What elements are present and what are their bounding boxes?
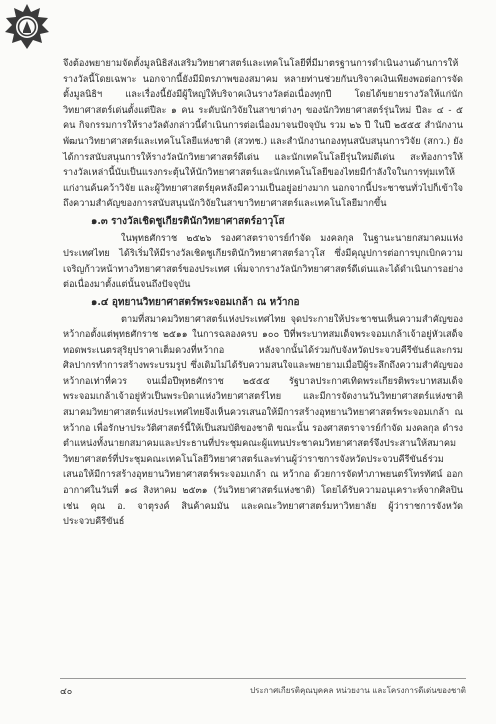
running-footer-title: ประกาศเกียรติคุณบุคคล หน่วยงาน และโครงการดีเด่นของชาติ: [250, 686, 466, 695]
paragraph-intro-continued: จึงต้องพยายามจัดตั้งมูลนิธิส่งเสริมวิทยาศาสตร์และเทคโนโลยีที่มีมาตรฐานการดำเนินงานด้านการให้รางวัลนี้โดยเฉพาะ นอกจากนี้ยังมีมิตรภาพของสมาคม หลายท่านช่วยกันบริจาคเงินเพียงพอต่อการจัดตั้งมูลนิธิฯ และเรื่องนี้ยังมีผู้ใหญ่ให้บริจาคเงินรางวัลต่อเนื่องทุกปี โดยได้ขยายรางวัลให้แก่นักวิทยาศาสตร์เด่นตั้งแต่ปีละ ๑ คน ระดับนักวิจัยในสาขาต่างๆ ของนักวิทยาศาสตร์รุ่นใหม่ ปีละ ๔ - ๕ คน กิจกรรมการให้รางวัลดังกล่าวนี้ดำเนินการต่อเนื่องมาจนปัจจุบัน รวม ๒๖ ปี ในปี ๒๕๕๕ สำนักงานพัฒนาวิทยาศาสตร์และเทคโนโลยีแห่งชาติ (สวทช.) และสำนักงานกองทุนสนับสนุนการวิจัย (สกว.) ยังได้การสนับสนุนการให้รางวัลนักวิทยาศาสตร์ดีเด่น และนักเทคโนโลยีรุ่นใหม่ดีเด่น สะท้องการให้รางวัลเหล่านี้นับเป็นแรงกระตุ้นให้นักวิทยาศาสตร์และนักเทคโนโลยีของไทยมีกำลังใจในการทุ่มเทให้แก่งานค้นคว้าวิจัย และผู้วิทยาศาสตร์ยุคหลังมีความเป็นอยู่อย่างมาก นอกจากนี้ประชาชนทั่วไปก็เข้าใจถึงความสำคัญของการสนับสนุนนักวิจัยในสาขาวิทยาศาสตร์และเทคโนโลยีมากขึ้น: [63, 58, 463, 210]
footer-divider: [60, 678, 466, 679]
page-number: ๔๐: [60, 687, 73, 697]
section-heading-wakor-science-park: ๑.๔ อุทยานวิทยาศาสตร์พระจอมเกล้า ณ หว้ากอ: [91, 296, 300, 308]
paragraph-senior-scientist-award: ในพุทธศักราช ๒๕๒๖ รองศาสตราจารย์กำจัด มงคลกุล ในฐานะนายกสมาคมแห่งประเทศไทย ได้ริเริ่มให้มีรางวัลเชิดชูเกียรตินักวิทยาศาสตร์อาวุโส ซึ่งมีคุณูปการต่อการบุกเบิกความเจริญก้าวหน้าทางวิทยาศาสตร์ของประเทศ เพิ่มจากรางวัลนักวิทยาศาสตร์ดีเด่นและได้ดำเนินการอย่างต่อเนื่องมาตั้งแต่นั้นจนถึงปัจจุบัน: [63, 232, 463, 291]
paragraph-wakor-science-park: ตามที่สมาคมวิทยาศาสตร์แห่งประเทศไทย จุดประกายให้ประชาชนเห็นความสำคัญของหว้ากอตั้งแต่พุทธศักราช ๒๕๑๑ ในการฉลองครบ ๑๐๐ ปีที่พระบาทสมเด็จพระจอมเกล้าเจ้าอยู่หัวเสด็จทอดพระเนตรสุริยุปราคาเต็มดวงที่หว้ากอ หลังจากนั้นได้ร่วมกับจังหวัดประจวบคีรีขันธ์และกรมศิลปากรทำการสร้างพระบรมรูป ซึ่งเดิมไม่ได้รับความสนใจและพยายามเมื่อปีผู้ระลึกถึงความสำคัญของหว้ากอเท่าที่ควร จนเมื่อปีพุทธศักราช ๒๕๕๕ รัฐบาลประกาศเทิดพระเกียรติพระบาทสมเด็จพระจอมเกล้าเจ้าอยู่หัวเป็นพระบิดาแห่งวิทยาศาสตร์ไทย และมีการจัดงานวันวิทยาศาสตร์แห่งชาติ สมาคมวิทยาศาสตร์แห่งประเทศไทยจึงเห็นควรเสนอให้มีการสร้างอุทยานวิทยาศาสตร์พระจอมเกล้า ณ หว้ากอ เพื่อรักษาประวัติศาสตร์นี้ให้เป็นสมบัติของชาติ ขณะนั้น รองศาสตราจารย์กำจัด มงคลกุล ดำรงตำแหน่งทั้งนายกสมาคมและประธานที่ประชุมคณะผู้แทนประชาคมวิทยาศาสตร์จึงประสานให้สมาคมวิทยาศาสตร์ที่ประชุมคณะเทคโนโลยีวิทยาศาสตร์และท่านผู้ว่าราชการจังหวัดประจวบคีรีขันธ์ร่วมเสนอให้มีการสร้างอุทยานวิทยาศาสตร์พระจอมเกล้า ณ หว้ากอ ด้วยการจัดทำภาพยนตร์โทรทัศน์ ออกอากาศในวันที่ ๑๘ สิงหาคม ๒๕๓๑ (วันวิทยาศาสตร์แห่งชาติ) โดยได้รับความอนุเคราะห์จากศิลปิน เช่น คุณ อ. จาตุรงค์ สินค้าคมมัน และคณะวิทยาศาสตร์มหาวิทยาลัย ผู้ว่าราชการจังหวัดประจวบคีรีขันธ์: [63, 313, 463, 528]
section-heading-senior-scientist-award: ๑.๓ รางวัลเชิดชูเกียรตินักวิทยาศาสตร์อาวุโส: [91, 215, 285, 227]
royal-emblem-icon: [2, 2, 52, 52]
body-text: [63, 56, 463, 530]
